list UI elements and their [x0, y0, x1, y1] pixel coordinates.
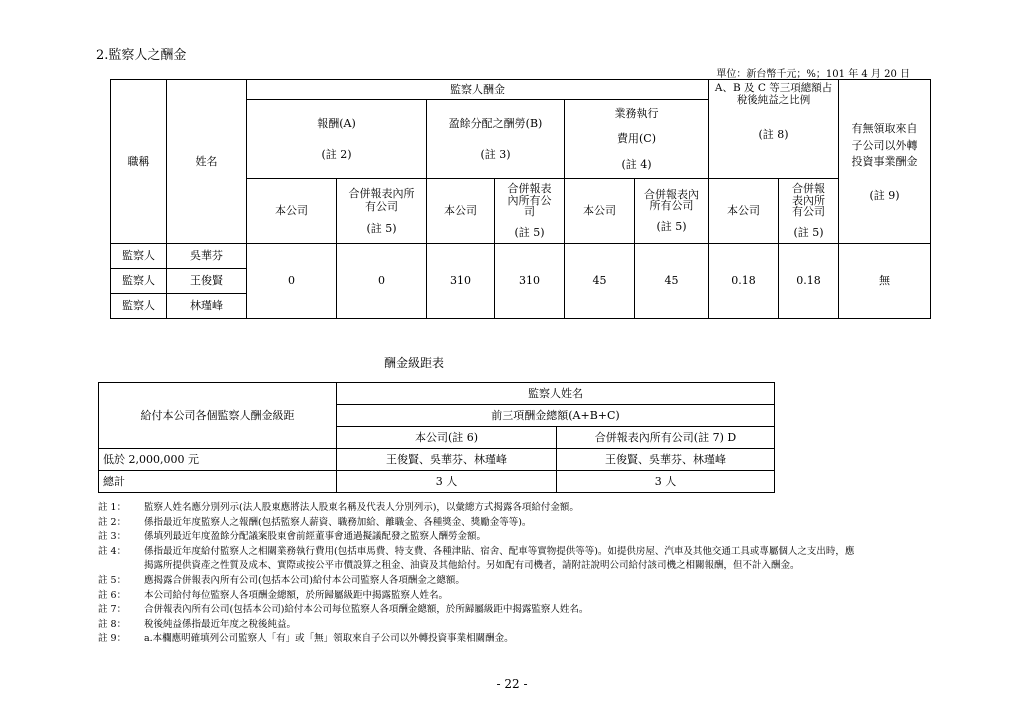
header-bonus-label: 盈餘分配之酬勞(B) — [448, 116, 543, 130]
footnote-text: 係指最近年度監察人之報酬(包括監察人薪資、職務加給、離職金、各種獎金、獎勵金等等)。 — [144, 516, 532, 528]
footnote-text: 係填列最近年度盈餘分配議案股東會前經董事會通過擬議配發之監察人酬勞金額。 — [144, 531, 487, 543]
sub-bonus-company: 本公司 — [427, 179, 495, 244]
footnote — [98, 530, 858, 545]
footnote — [98, 632, 858, 647]
value-remun-company: 0 — [247, 244, 337, 319]
footnote-label: 註 2： — [98, 516, 127, 528]
row-title: 監察人 — [111, 294, 167, 319]
sub-exp-consol-note: (註 5) — [656, 219, 687, 233]
value-bonus-company: 310 — [427, 244, 495, 319]
footnote-label: 註 6： — [98, 589, 127, 601]
supervisor-remuneration-table — [110, 79, 931, 319]
footnote-text: a.本欄應明確填列公司監察人「有」或「無」領取來自子公司以外轉投資事業相關酬金。 — [144, 633, 514, 645]
header-name: 姓名 — [167, 80, 247, 244]
header-remun-note: (註 2) — [321, 148, 352, 161]
value-exp-company: 45 — [565, 244, 635, 319]
sub-remun-company: 本公司 — [247, 179, 337, 244]
footnote-label: 註 5： — [98, 574, 127, 586]
header-bracket: 給付本公司各個監察人酬金級距 — [99, 383, 337, 449]
table-row — [99, 449, 775, 471]
footnote-label: 註 1： — [98, 502, 127, 513]
sub-bonus-consol-note: (註 5) — [514, 225, 545, 239]
header-remun-label: 報酬(A) — [317, 116, 356, 130]
footnote-text: 合併報表內所有公司(包括本公司)給付本公司每位監察人各項酬金總額，於所歸屬級距中揭露監察人姓名。 — [144, 604, 589, 616]
sub-bonus-consol — [495, 179, 565, 244]
header-consol: 合併報表內所有公司(註 7) D — [557, 427, 775, 449]
section-title: 2.監察人之酬金 — [96, 48, 187, 63]
sub-remun-consol — [337, 179, 427, 244]
header-ratio — [709, 80, 839, 179]
sub-ratio-consol-note: (註 5) — [793, 225, 824, 239]
header-bonus-note: (註 3) — [480, 148, 511, 161]
header-expense-label-2: 費用(C) — [617, 132, 657, 146]
header-expense-label: 業務執行 — [614, 107, 659, 121]
sub-ratio-consol-label: 合併報表內所有公司 — [792, 182, 826, 219]
footnote-label: 註 7： — [98, 604, 127, 616]
header-supervisor-names: 監察人姓名 — [337, 383, 775, 405]
header-expense-note: (註 4) — [621, 157, 652, 171]
header-expense — [565, 100, 709, 179]
bracket-label: 低於 2,000,000 元 — [99, 449, 337, 471]
footnote-label: 註 4： — [98, 545, 127, 557]
value-bonus-consol: 310 — [495, 244, 565, 319]
page-number: - 22 - — [496, 677, 528, 691]
footnote — [98, 501, 858, 516]
header-other-label: 有無領取來自子公司以外轉投資事業酬金 — [851, 122, 918, 169]
row-title: 監察人 — [111, 244, 167, 269]
bracket-company-names: 王俊賢、吳華芬、林瑾峰 — [337, 449, 557, 471]
table-row — [111, 244, 931, 269]
header-ratio-label: A、B 及 C 等三項總額占稅後純益之比例 — [714, 82, 833, 107]
footnote-text: 稅後純益係指最近年度之稅後純益。 — [144, 618, 297, 630]
value-other: 無 — [839, 244, 931, 319]
total-consol: 3 人 — [557, 471, 775, 493]
row-name: 吳華芬 — [167, 244, 247, 269]
remuneration-bracket-table — [98, 382, 775, 493]
header-ratio-note: (註 8) — [758, 128, 789, 142]
row-title: 監察人 — [111, 269, 167, 294]
total-company: 3 人 — [337, 471, 557, 493]
table-row — [99, 471, 775, 493]
footnote-label: 註 3： — [98, 531, 127, 543]
sub-ratio-consol — [779, 179, 839, 244]
footnotes — [98, 501, 858, 647]
unit-note: 單位：新台幣千元；%；101 年 4 月 20 日 — [716, 69, 910, 80]
total-label: 總計 — [99, 471, 337, 493]
bracket-consol-names: 王俊賢、吳華芬、林瑾峰 — [557, 449, 775, 471]
value-exp-consol: 45 — [635, 244, 709, 319]
sub-exp-consol-label: 合併報表內所有公司 — [644, 187, 700, 213]
row-name: 王俊賢 — [167, 269, 247, 294]
footnote-text: 應揭露合併報表內所有公司(包括本公司)給付本公司監察人各項酬金之總額。 — [144, 574, 465, 586]
header-total: 前三項酬金總額(A+B+C) — [337, 405, 775, 427]
sub-exp-consol — [635, 179, 709, 244]
bracket-table-title: 酬金級距表 — [384, 356, 445, 370]
header-group: 監察人酬金 — [247, 80, 709, 100]
header-remun — [247, 100, 427, 179]
footnote-text: 本公司給付每位監察人各項酬金總額，於所歸屬級距中揭露監察人姓名。 — [144, 589, 449, 601]
footnote — [98, 618, 858, 633]
footnote — [98, 589, 858, 604]
header-title: 職稱 — [111, 80, 167, 244]
header-other — [839, 80, 931, 244]
header-other-note: (註 9) — [869, 188, 900, 202]
header-company: 本公司(註 6) — [337, 427, 557, 449]
value-remun-consol: 0 — [337, 244, 427, 319]
footnote-text: 係指最近年度給付監察人之相關業務執行費用(包括車馬費、特支費、各種津貼、宿舍、配車等實物提供等等)。如提供房屋、汽車及其他交通工具或專屬個人之支出時，應揭露所提供資產之性質及成本、實際或按公平市價設算之租金、油資及其他給付。另如配有司機者，請附註說明公司給付該司機之相關報酬，但不計入酬金。 — [144, 545, 855, 572]
footnote-label: 註 9： — [98, 633, 127, 645]
footnote-text: 監察人姓名應分別列示(法人股東應將法人股東名稱及代表人分別列示)，以彙總方式揭露各項給付金額。 — [144, 502, 579, 513]
value-ratio-consol: 0.18 — [779, 244, 839, 319]
footnote — [98, 574, 858, 589]
value-ratio-company: 0.18 — [709, 244, 779, 319]
row-name: 林瑾峰 — [167, 294, 247, 319]
sub-remun-consol-note: (註 5) — [366, 221, 397, 235]
footnote-label: 註 8： — [98, 618, 127, 630]
footnote — [98, 545, 858, 574]
sub-ratio-company: 本公司 — [709, 179, 779, 244]
footnote — [98, 516, 858, 531]
sub-remun-consol-label: 合併報表內所有公司 — [348, 187, 415, 214]
sub-exp-company: 本公司 — [565, 179, 635, 244]
sub-bonus-consol-label: 合併報表內所有公司 — [507, 182, 552, 219]
footnote — [98, 603, 858, 618]
header-bonus — [427, 100, 565, 179]
